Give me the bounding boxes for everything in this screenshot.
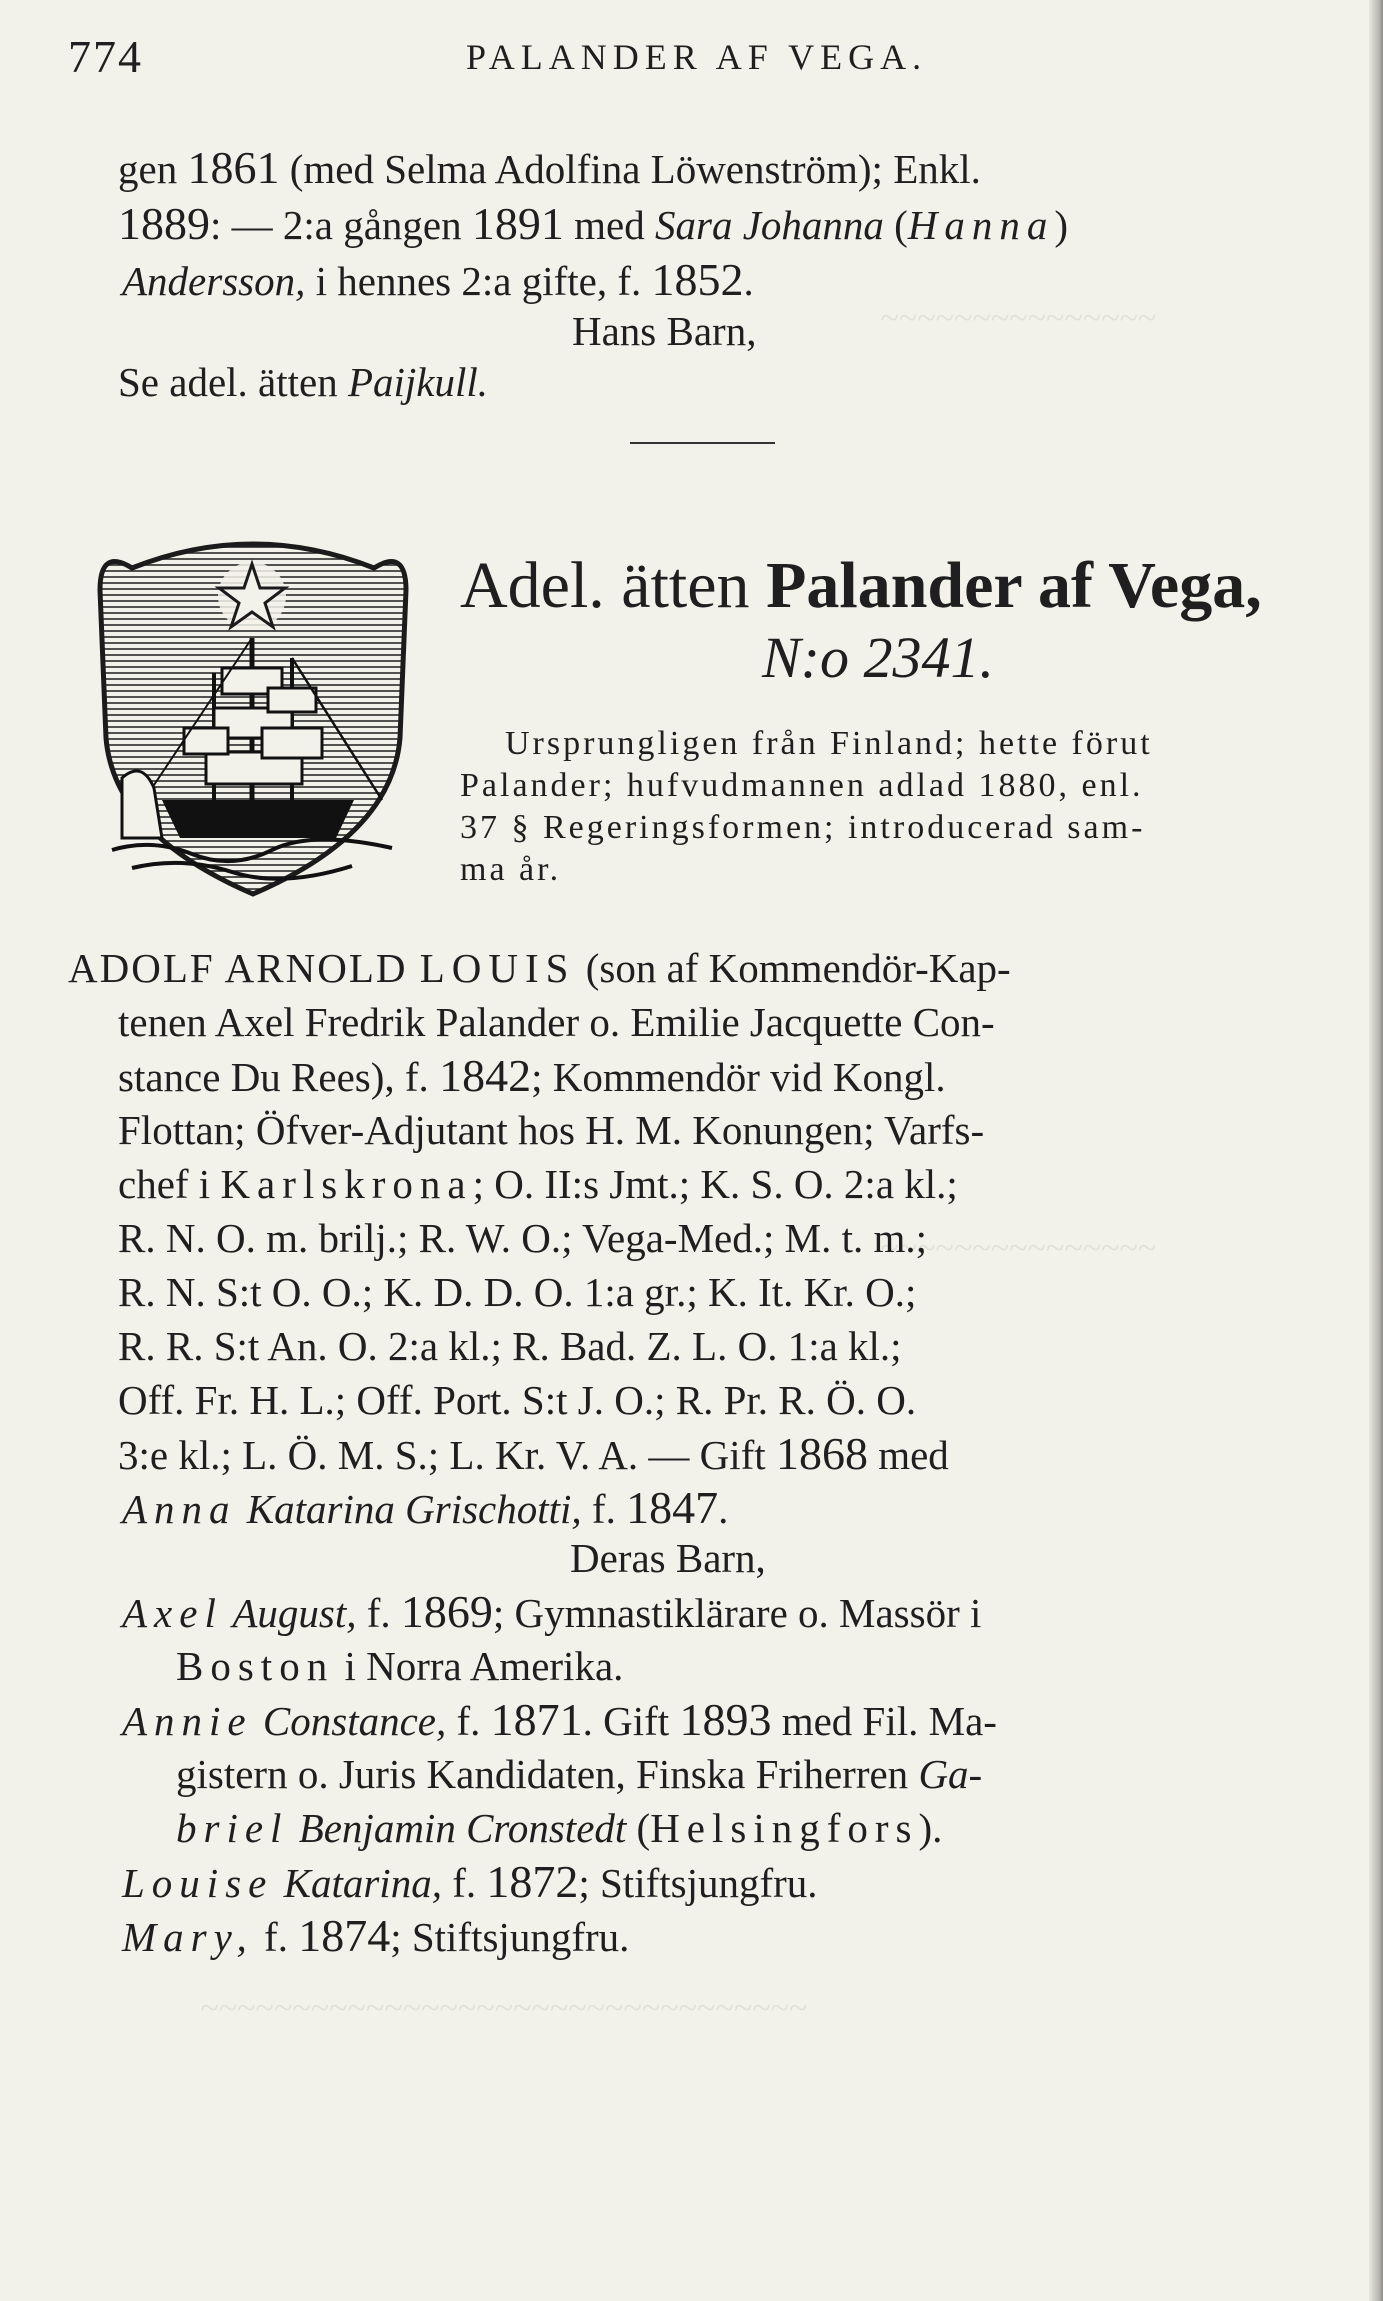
family-name: Palander af Vega,	[766, 549, 1262, 622]
family-heading: Adel. ätten Palander af Vega,	[460, 549, 1262, 622]
child-entry-cont: briel Benjamin Cronstedt (Helsingfors).	[176, 1805, 943, 1851]
bleed-through-decoration: ~~~~~~~~~~~~~~~~~~~~~~~~~~~~~~~~~	[200, 1990, 808, 2027]
head-line-3: stance Du Rees), f. 1842; Kommendör vid Kongl.	[118, 1050, 946, 1101]
section-divider	[630, 442, 775, 444]
intro-line-1: gen 1861 (med Selma Adolfina Löwenström); Enkl.	[118, 142, 981, 193]
page-header	[68, 30, 1343, 90]
running-title: PALANDER AF VEGA.	[466, 37, 928, 77]
child-entry: Annie Constance, f. 1871. Gift 1893 med Fil. Ma-	[122, 1694, 997, 1745]
child-entry: Louise Katarina, f. 1872; Stiftsjungfru.	[122, 1856, 818, 1907]
head-line-2: tenen Axel Fredrik Palander o. Emilie Jacquette Con-	[118, 999, 995, 1045]
head-name: LOUIS	[419, 945, 576, 991]
head-line-10: 3:e kl.; L. Ö. M. S.; L. Kr. V. A. — Gift 1868 med	[118, 1428, 949, 1479]
family-description-line: Ursprungligen från Finland; hette förut	[505, 725, 1153, 762]
intro-line-3: Andersson, i hennes 2:a gifte, f. 1852.	[122, 254, 754, 305]
page-number: 774	[68, 31, 143, 82]
head-line-7: R. N. S:t O. O.; K. D. D. O. 1:a gr.; K. It. Kr. O.;	[118, 1269, 917, 1315]
family-description-line: ma år.	[460, 851, 562, 888]
bleed-through-decoration: ~~~~~~~~~~~~~~~	[880, 1230, 1156, 1267]
child-entry: Mary, f. 1874; Stiftsjungfru.	[122, 1910, 630, 1961]
family-number: N:o 2341.	[762, 625, 994, 690]
head-line-9: Off. Fr. H. L.; Off. Port. S:t J. O.; R. Pr. R. Ö. O.	[118, 1377, 917, 1423]
head-line-4: Flottan; Öfver-Adjutant hos H. M. Konungen; Varfs-	[118, 1107, 985, 1153]
page-edge-shadow	[1369, 0, 1383, 2301]
family-description-line: 37 § Regeringsformen; introducerad sam-	[460, 809, 1146, 846]
coat-of-arms-shield-icon	[92, 538, 414, 900]
bleed-through-decoration: ~~~~~~~~~~~~~~~	[880, 300, 1156, 337]
head-line-6: R. N. O. m. brilj.; R. W. O.; Vega-Med.; M. t. m.;	[118, 1215, 928, 1261]
child-entry: Axel August, f. 1869; Gymnastiklärare o. Massör i	[122, 1586, 982, 1637]
children-heading: Deras Barn,	[570, 1535, 766, 1581]
child-entry-cont: gistern o. Juris Kandidaten, Finska Friherren Ga-	[176, 1751, 983, 1797]
head-line-5: chef i Karlskrona; O. II:s Jmt.; K. S. O. 2:a kl.;	[118, 1161, 958, 1207]
child-entry-cont: Boston i Norra Amerika.	[176, 1643, 624, 1689]
head-line-1: ADOLF ARNOLD LOUIS (son af Kommendör-Kap-	[68, 945, 1011, 991]
intro-line-5: Se adel. ätten Paijkull.	[118, 359, 489, 405]
head-line-11: Anna Katarina Grischotti, f. 1847.	[122, 1482, 729, 1533]
head-line-8: R. R. S:t An. O. 2:a kl.; R. Bad. Z. L. O. 1:a kl.;	[118, 1323, 902, 1369]
intro-children-heading: Hans Barn,	[572, 308, 757, 354]
family-description-line: Palander; hufvudmannen adlad 1880, enl.	[460, 767, 1144, 804]
intro-line-2: 1889: — 2:a gången 1891 med Sara Johanna (Hanna)	[118, 198, 1069, 249]
